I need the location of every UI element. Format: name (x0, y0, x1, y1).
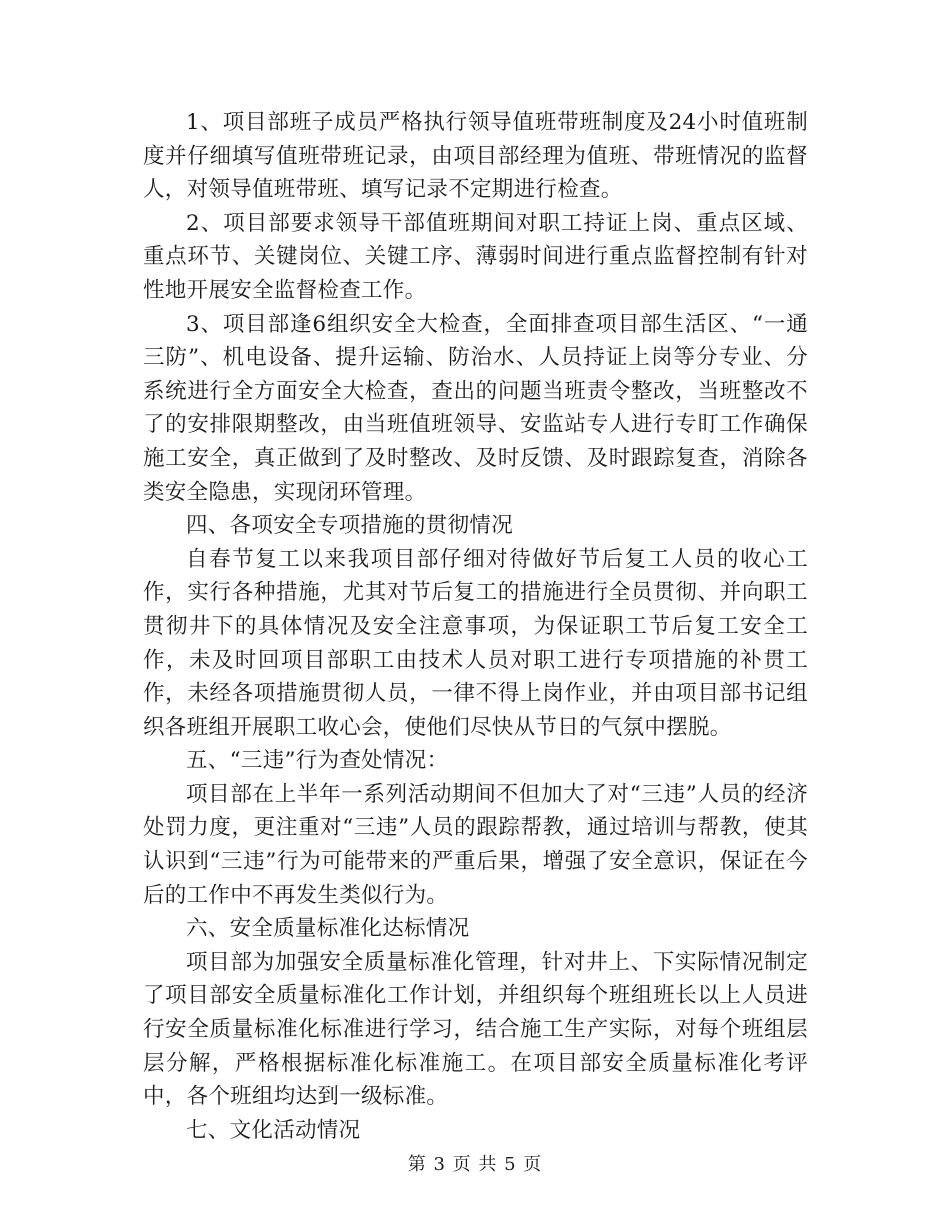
section-heading-seven: 七、文化活动情况 (186, 1117, 361, 1143)
document-body (143, 106, 808, 1147)
paragraph-duty-system: 1、项目部班子成员严格执行领导值班带班制度及24小时值班制度并仔细填写值班带班记录，由项目部经理为值班、带班情况的监督人，对领导值班带班、填写记录不定期进行检查。 (143, 110, 808, 203)
section-heading-four: 四、各项安全专项措施的贯彻情况 (186, 513, 514, 539)
page-number-footer: 第 3 页 共 5 页 (407, 1154, 543, 1175)
paragraph-violations: 项目部在上半年一系列活动期间不但加大了对“三违”人员的经济处罚力度，更注重对“三违”人员的跟踪帮教，通过培训与帮教，使其认识到“三违”行为可能带来的严重后果，增强了安全意识，保证在今后的工作中不再发生类似行为。 (143, 781, 808, 908)
section-heading-five: 五、“三违”行为查处情况： (186, 748, 449, 774)
paragraph-measures: 自春节复工以来我项目部仔细对待做好节后复工人员的收心工作，实行各种措施，尤其对节后复工的措施进行全员贯彻、并向职工贯彻井下的具体情况及安全注意事项，为保证职工节后复工安全工作，未及时回项目部职工由技术人员对职工进行专项措施的补贯工作，未经各项措施贯彻人员，一律不得上岗作业，并由项目部书记组织各班组开展职工收心会，使他们尽快从节日的气氛中摆脱。 (143, 546, 808, 740)
paragraph-standardization: 项目部为加强安全质量标准化管理，针对井上、下实际情况制定了项目部安全质量标准化工作计划，并组织每个班组班长以上人员进行安全质量标准化标准进行学习，结合施工生产实际，对每个班组层层分解，严格根据标准化标准施工。在项目部安全质量标准化考评中，各个班组均达到一级标准。 (143, 949, 808, 1110)
paragraph-supervision: 2、项目部要求领导干部值班期间对职工持证上岗、重点区域、重点环节、关键岗位、关键工序、薄弱时间进行重点监督控制有针对性地开展安全监督检查工作。 (143, 210, 808, 303)
section-heading-six: 六、安全质量标准化达标情况 (186, 916, 470, 942)
paragraph-safety-inspection: 3、项目部逢6组织安全大检查，全面排查项目部生活区、“一通三防”、机电设备、提升运输、防治水、人员持证上岗等分专业、分系统进行全方面安全大检查，查出的问题当班责令整改，当班整改不了的安排限期整改，由当班值班领导、安监站专人进行专盯工作确保施工安全，真正做到了及时整改、及时反馈、及时跟踪复查，消除各类安全隐患，实现闭环管理。 (143, 311, 808, 505)
